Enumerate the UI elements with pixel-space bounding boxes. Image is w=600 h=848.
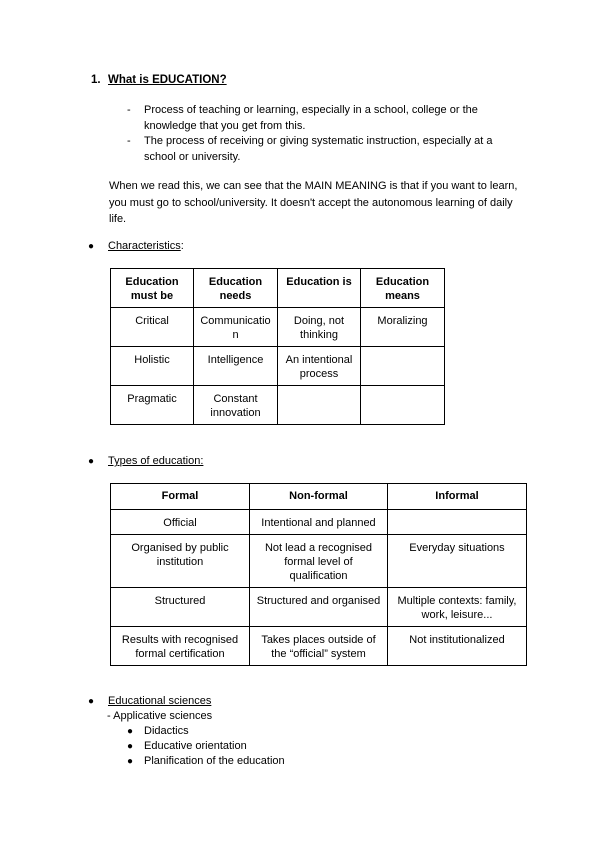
dash-marker: - <box>127 135 131 147</box>
table-cell: Communicatio n <box>194 308 278 347</box>
table-row <box>111 386 445 425</box>
bullet-icon: ● <box>88 696 95 707</box>
characteristics-table <box>110 268 445 425</box>
list-item <box>127 754 285 769</box>
table-cell: Pragmatic <box>111 386 194 425</box>
section-number: 1. <box>91 74 101 86</box>
table-cell: Takes places outside of the “official” system <box>250 627 388 666</box>
table-cell: Results with recognised formal certification <box>111 627 250 666</box>
table-cell <box>388 510 527 535</box>
list-item-text: Didactics <box>144 725 189 737</box>
table-header-cell: Education must be <box>111 269 194 308</box>
definition-item <box>127 103 507 134</box>
table-header-cell: Formal <box>111 484 250 510</box>
characteristics-heading <box>88 239 184 254</box>
table-header-cell: Non-formal <box>250 484 388 510</box>
bullet-icon: ● <box>127 756 134 767</box>
characteristics-title: Characteristics <box>108 240 181 252</box>
types-title: Types of education: <box>108 455 204 467</box>
bullet-icon: ● <box>88 241 95 252</box>
table-cell: Holistic <box>111 347 194 386</box>
table-header-cell: Education is <box>278 269 361 308</box>
table-header-cell: Informal <box>388 484 527 510</box>
table-header-cell: Education means <box>361 269 445 308</box>
bullet-icon: ● <box>127 741 134 752</box>
table-cell: Everyday situations <box>388 535 527 588</box>
table-header-row <box>111 269 445 308</box>
table-cell: Moralizing <box>361 308 445 347</box>
list-item-text: Educative orientation <box>144 740 247 752</box>
table-row <box>111 627 527 666</box>
definition-list <box>127 103 507 165</box>
section-heading <box>91 74 227 86</box>
sciences-heading <box>88 694 211 709</box>
table-row <box>111 535 527 588</box>
dash-marker: - <box>127 104 131 116</box>
table-cell: Not institutionalized <box>388 627 527 666</box>
table-cell: Organised by public institution <box>111 535 250 588</box>
table-row <box>111 510 527 535</box>
list-item <box>127 739 285 754</box>
table-cell <box>361 386 445 425</box>
types-table <box>110 483 527 666</box>
sciences-title: Educational sciences <box>108 695 212 707</box>
table-cell: Not lead a recognised formal level of qualification <box>250 535 388 588</box>
section-title: What is EDUCATION? <box>108 74 227 86</box>
table-header-cell: Education needs <box>194 269 278 308</box>
table-header-row <box>111 484 527 510</box>
table-cell: Constant innovation <box>194 386 278 425</box>
table-cell: Multiple contexts: family, work, leisure... <box>388 588 527 627</box>
definition-text: Process of teaching or learning, especially in a school, college or the knowledge that you get from this. <box>144 104 478 132</box>
table-cell: Intentional and planned <box>250 510 388 535</box>
table-cell: Intelligence <box>194 347 278 386</box>
bullet-icon: ● <box>127 726 134 737</box>
table-row <box>111 347 445 386</box>
definition-item <box>127 134 507 165</box>
table-cell <box>361 347 445 386</box>
table-row <box>111 308 445 347</box>
table-cell: An intentional process <box>278 347 361 386</box>
definition-text: The process of receiving or giving systematic instruction, especially at a school or university. <box>144 135 493 163</box>
table-cell: Structured and organised <box>250 588 388 627</box>
types-heading <box>88 454 203 469</box>
list-item <box>127 724 285 739</box>
sciences-subheading: - Applicative sciences <box>107 710 213 722</box>
characteristics-colon: : <box>180 240 184 252</box>
table-cell <box>278 386 361 425</box>
list-item-text: Planification of the education <box>144 755 285 767</box>
table-cell: Critical <box>111 308 194 347</box>
table-cell: Structured <box>111 588 250 627</box>
sciences-list <box>127 724 285 769</box>
table-row <box>111 588 527 627</box>
bullet-icon: ● <box>88 456 95 467</box>
table-cell: Official <box>111 510 250 535</box>
table-cell: Doing, not thinking <box>278 308 361 347</box>
meaning-paragraph: When we read this, we can see that the MAIN MEANING is that if you want to learn, you must go to school/university. It doesn't accept the autonomous learning of daily life. <box>109 180 518 225</box>
